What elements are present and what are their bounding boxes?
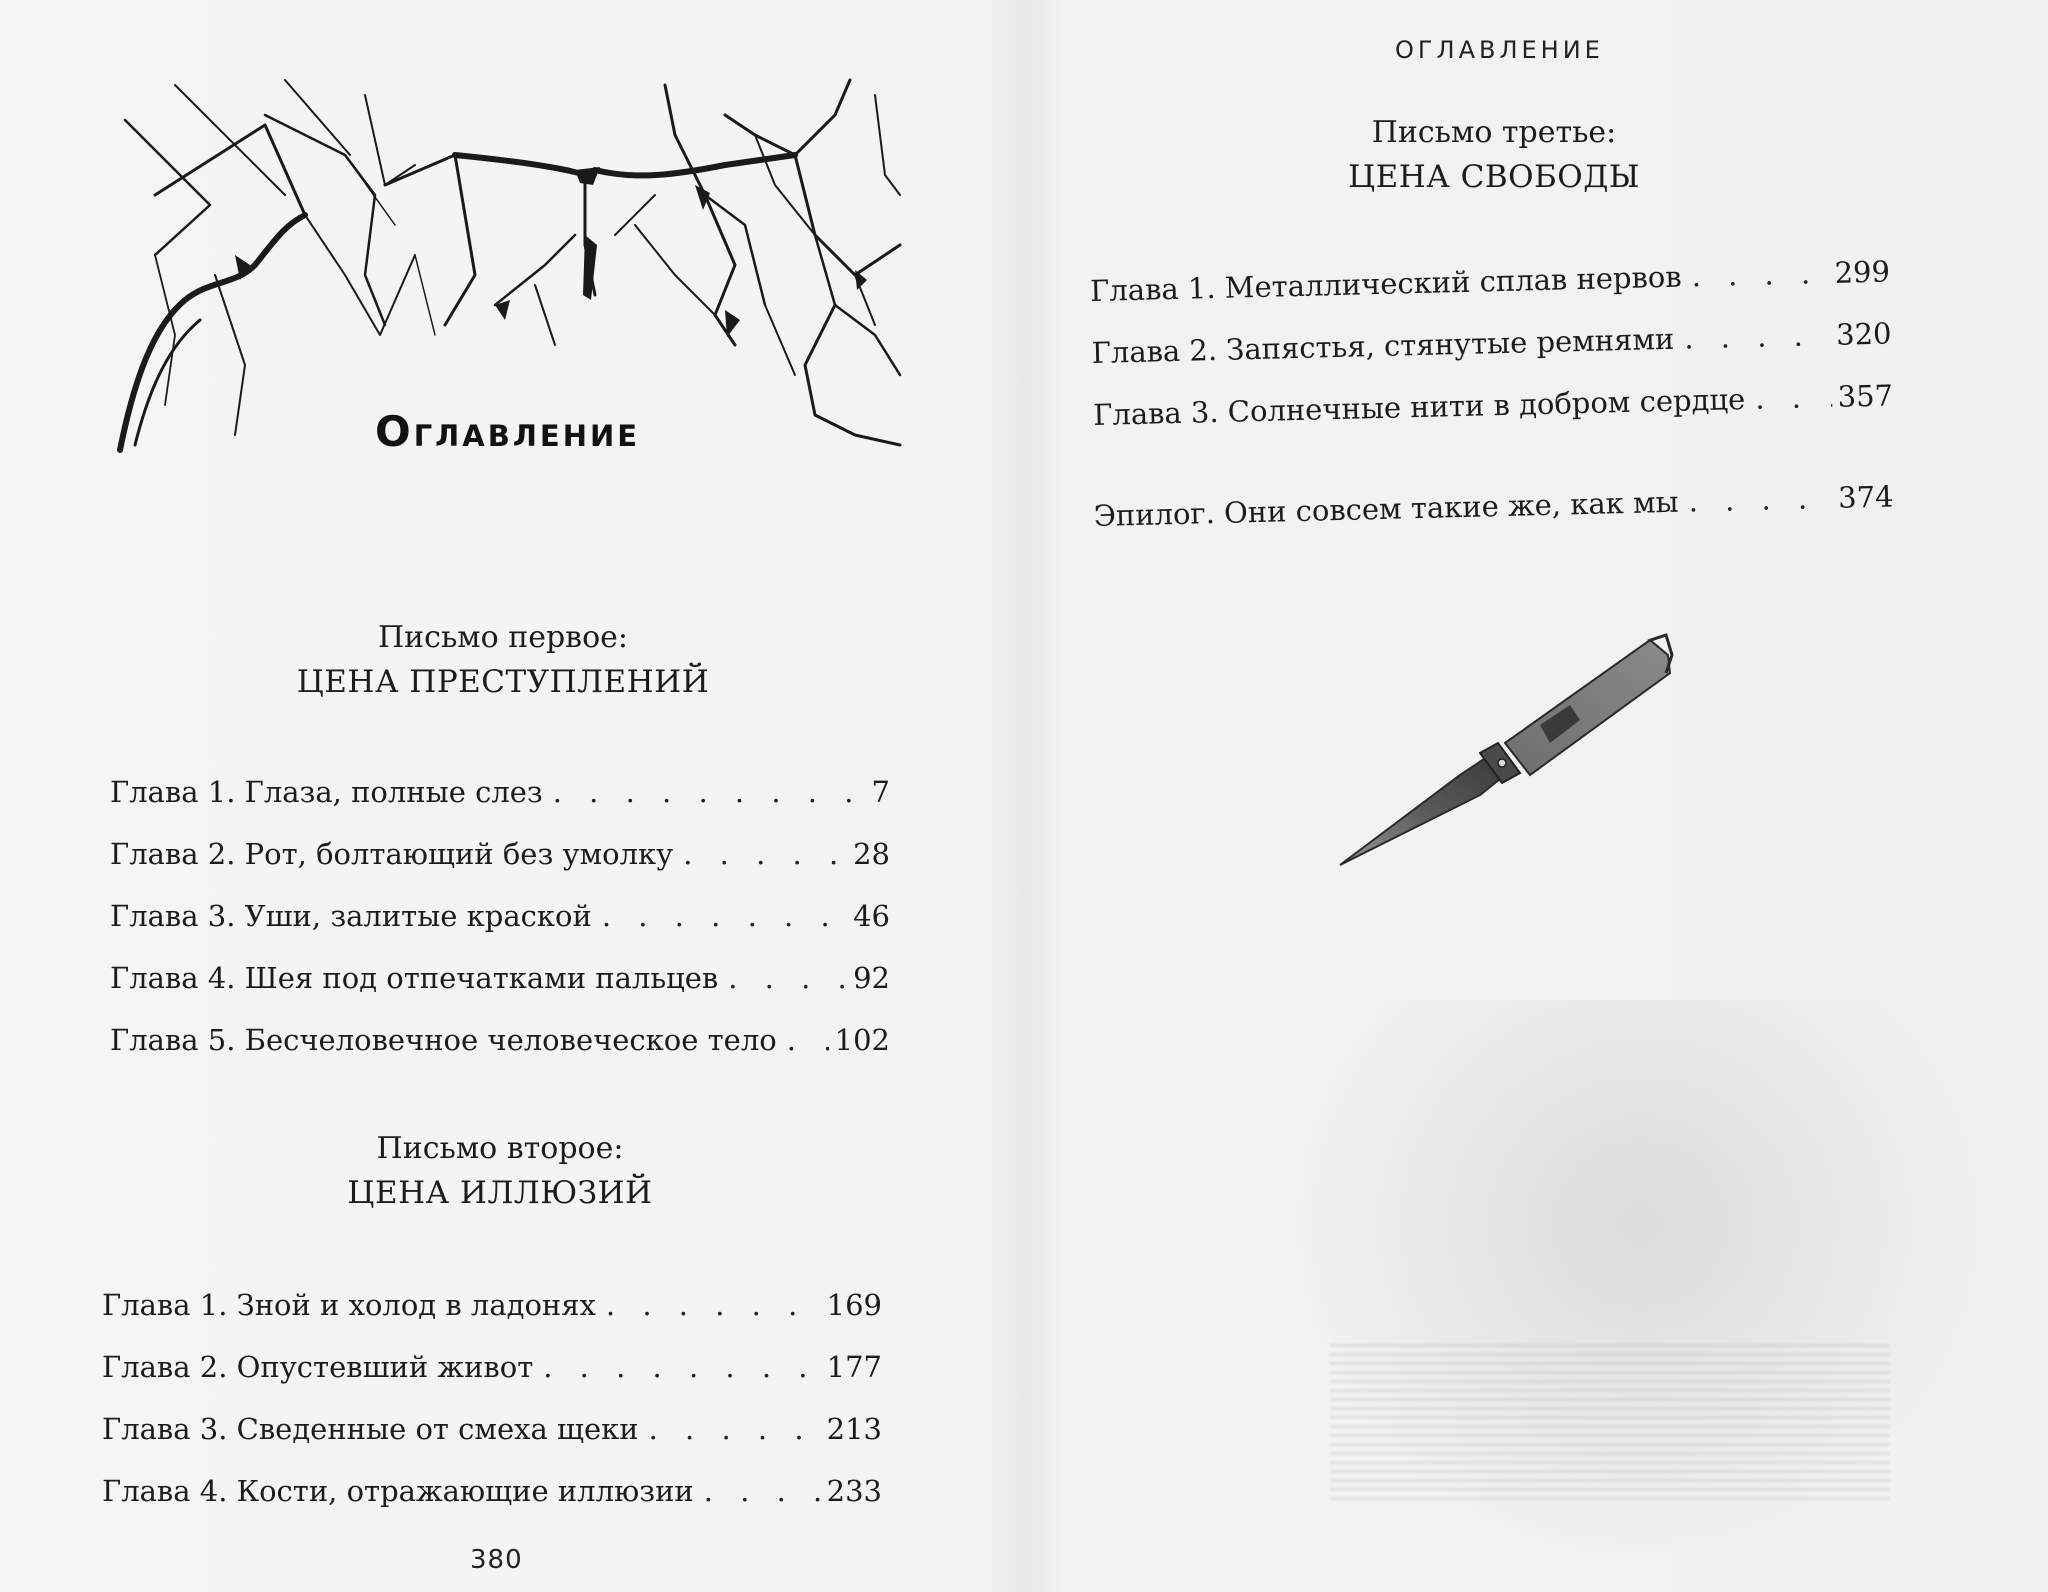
letter-two-toc: [102, 1286, 882, 1534]
letter-two-title: ЦЕНА ИЛЛЮЗИЙ: [347, 1175, 653, 1211]
toc-entry-label: Глава 1. Глаза, полные слез: [110, 775, 543, 809]
toc-entry-page: 233: [826, 1474, 882, 1508]
leader-dots: [1691, 254, 1829, 295]
letter-three-heading: [1194, 112, 1794, 200]
toc-entry-label: Глава 2. Рот, болтающий без умолку: [110, 837, 674, 871]
toc-entry[interactable]: [110, 959, 890, 1021]
toc-entry-page: 357: [1837, 378, 1894, 414]
leader-dots: [1755, 378, 1832, 418]
letter-one-heading: [203, 617, 803, 705]
letter-one-subtitle: Письмо первое:: [378, 620, 628, 655]
leader-dots: [683, 835, 847, 873]
toc-entry-page: 213: [826, 1412, 882, 1446]
letter-three-toc: [1090, 252, 1894, 457]
toc-entry-label: Глава 4. Шея под отпечатками пальцев: [110, 961, 719, 995]
toc-entry[interactable]: [110, 835, 890, 897]
toc-entry-page: 7: [871, 775, 890, 809]
letter-one-toc: [110, 773, 890, 1083]
toc-entry-page: 299: [1834, 254, 1891, 290]
toc-entry-label: Глава 2. Опустевший живот: [102, 1350, 534, 1384]
toc-entry-page: 169: [826, 1288, 882, 1322]
toc-entry[interactable]: [102, 1410, 882, 1472]
leader-dots: [543, 1348, 820, 1386]
toc-entry-label: Глава 3. Сведенные от смеха щеки: [102, 1412, 639, 1446]
toc-entry-page: 28: [853, 837, 890, 871]
knife-icon: [1330, 625, 1690, 875]
toc-entry-page: 177: [826, 1350, 882, 1384]
toc-entry[interactable]: [102, 1286, 882, 1348]
leader-dots: [553, 773, 866, 811]
leader-dots: [787, 1021, 829, 1059]
leader-dots: [1688, 479, 1832, 520]
toc-entry-label: Глава 3. Солнечные нити в добром сердце: [1092, 382, 1746, 432]
toc-entry[interactable]: [110, 773, 890, 835]
letter-three-subtitle: Письмо третье:: [1371, 115, 1617, 150]
toc-entry-page: 320: [1835, 316, 1892, 352]
letter-two-heading: [200, 1128, 800, 1216]
toc-entry-label: Глава 4. Кости, отражающие иллюзии: [102, 1474, 694, 1508]
toc-entry-label: Глава 3. Уши, залитые краской: [110, 899, 592, 933]
leader-dots: [602, 897, 847, 935]
toc-main-heading: Оглавление: [365, 405, 650, 458]
page-number: 380: [470, 1545, 523, 1575]
leader-dots: [649, 1410, 821, 1448]
toc-entry-page: 92: [853, 961, 890, 995]
leader-dots: [704, 1472, 821, 1510]
leader-dots: [606, 1286, 821, 1324]
toc-entry-label: Глава 1. Зной и холод в ладонях: [102, 1288, 596, 1322]
toc-entry-label: Глава 5. Бесчеловечное человеческое тело: [110, 1023, 777, 1057]
toc-entry[interactable]: [110, 897, 890, 959]
leader-dots: [1684, 316, 1831, 358]
running-head: ОГЛАВЛЕНИЕ: [1395, 36, 1604, 64]
toc-entry-label: Глава 1. Металлический сплав нервов: [1089, 259, 1683, 309]
letter-two-subtitle: Письмо второе:: [376, 1131, 624, 1166]
toc-entry[interactable]: [102, 1472, 882, 1534]
toc-entry-page: 102: [834, 1023, 890, 1057]
leader-dots: [728, 959, 847, 997]
letter-one-title: ЦЕНА ПРЕСТУПЛЕНИЙ: [296, 664, 710, 700]
toc-entry-label: Эпилог. Они совсем такие же, как мы: [1093, 484, 1680, 533]
toc-entry[interactable]: [102, 1348, 882, 1410]
letter-three-title: ЦЕНА СВОБОДЫ: [1348, 159, 1640, 195]
toc-entry[interactable]: [110, 1021, 890, 1083]
scan-bleedthrough: [1330, 1340, 1890, 1500]
toc-entry-page: 374: [1837, 479, 1894, 515]
toc-entry-label: Глава 2. Запястья, стянутые ремнями: [1091, 321, 1675, 370]
toc-entry-page: 46: [853, 899, 890, 933]
